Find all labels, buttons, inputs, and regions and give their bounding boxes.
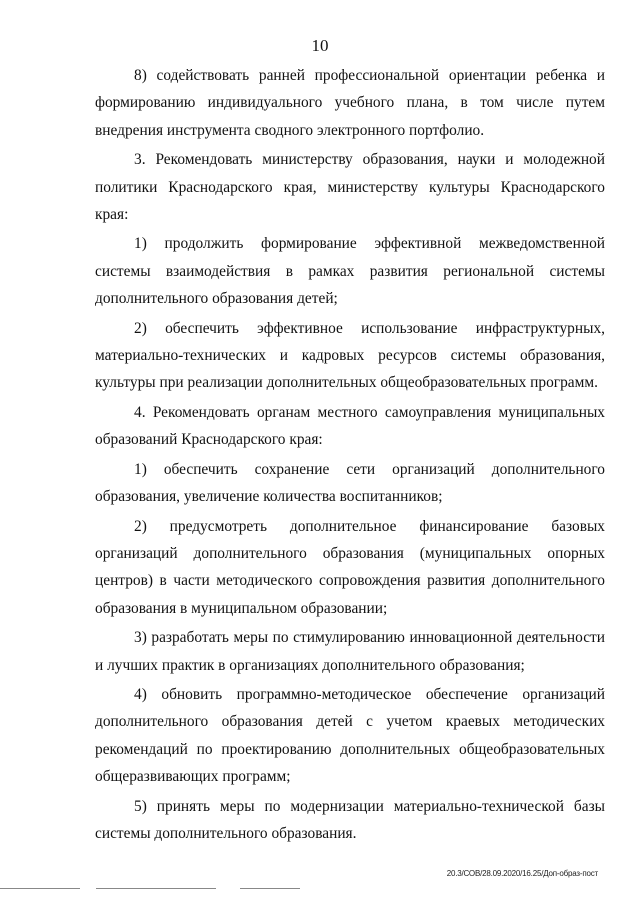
paragraph: 4. Рекомендовать органам местного самоуправления муниципальных образований Краснодарского края: bbox=[95, 403, 605, 449]
paragraph: 8) содействовать ранней профессиональной ориентации ребенка и формированию индивидуального учебного плана, в том числе путем внедрения инструмента сводного электронного портфолио. bbox=[95, 67, 605, 139]
scan-artifact-line bbox=[0, 888, 80, 889]
page-number: 10 bbox=[311, 36, 329, 55]
scan-artifact-line bbox=[240, 888, 300, 889]
paragraph: 4) обновить программно-методическое обеспечение организаций дополнительного образования детей с учетом краевых методических рекомендаций по проектированию дополнительных общеобразовательных общеразвивающих программ; bbox=[95, 685, 605, 786]
paragraph: 3. Рекомендовать министерству образования, науки и молодежной политики Краснодарского края, министерству культуры Краснодарского края: bbox=[95, 151, 605, 224]
paragraph: 2) предусмотреть дополнительное финансирование базовых организаций дополнительного образования (муниципальных опорных центров) в части методического сопровождения развития дополнительного образования в муниципальном образовании; bbox=[95, 517, 605, 617]
paragraph: 1) обеспечить сохранение сети организаций дополнительного образования, увеличение количества воспитанников; bbox=[95, 460, 605, 506]
paragraph: 1) продолжить формирование эффективной межведомственной системы взаимодействия в рамках развития региональной системы дополнительного образования детей; bbox=[95, 235, 605, 308]
paragraph: 3) разработать меры по стимулированию инновационной деятельности и лучших практик в организациях дополнительного образования; bbox=[95, 629, 605, 674]
document-body bbox=[95, 62, 605, 849]
scan-artifact-line bbox=[96, 888, 216, 889]
paragraph: 5) принять меры по модернизации материально-технической базы системы дополнительного образования. bbox=[95, 797, 605, 842]
paragraph: 2) обеспечить эффективное использование инфраструктурных, материально-технических и кадровых ресурсов системы образования, культуры при реализации дополнительных общеобразовательных программ. bbox=[95, 319, 605, 392]
footer-document-code: 20.3/СОВ/28.09.2020/16.25/Доп-образ-пост bbox=[446, 869, 598, 878]
